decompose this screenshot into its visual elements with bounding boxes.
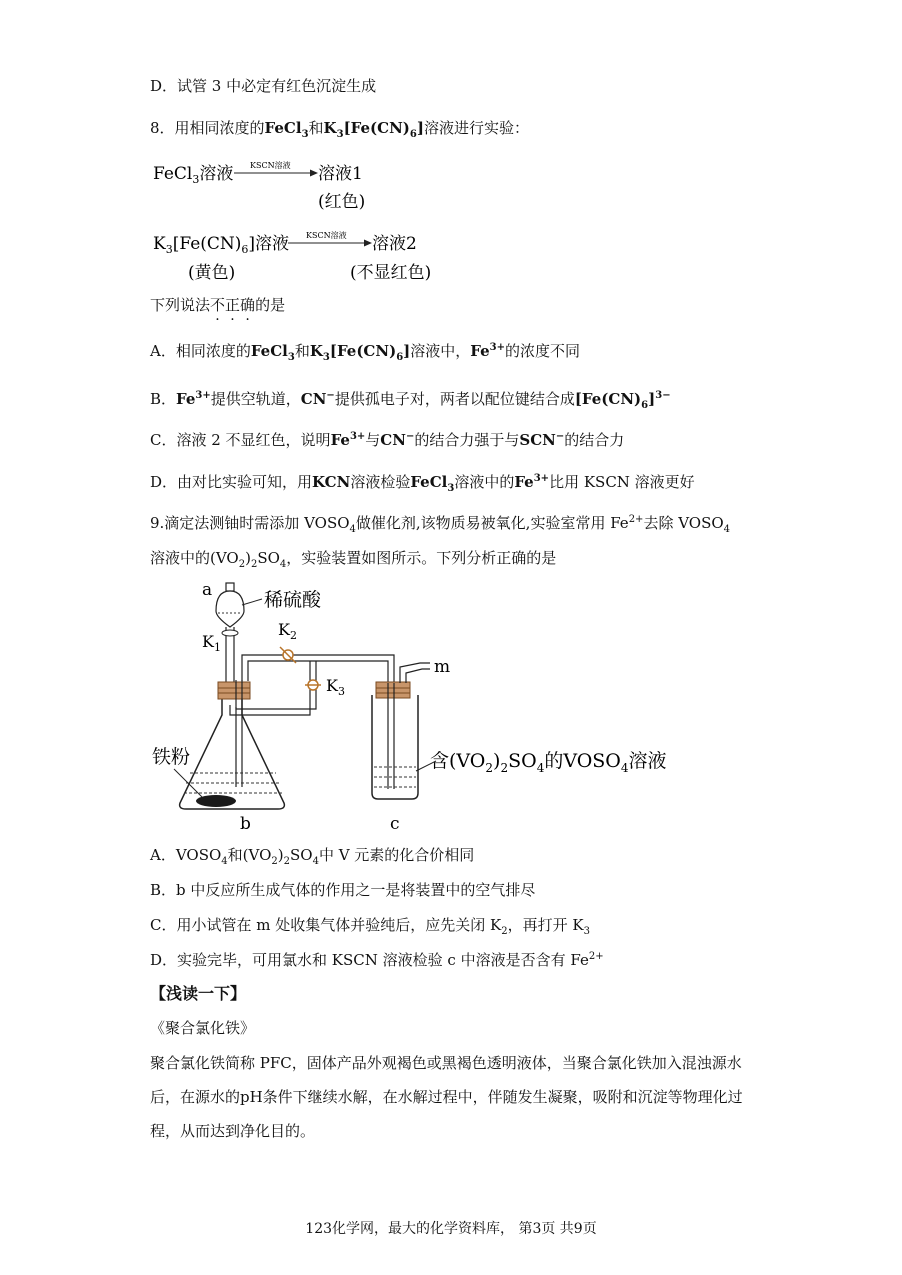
scheme-r2-note-right: (不显红色)	[350, 263, 432, 283]
q8-stem: 8．用相同浓度的FeCl$_3$和$K_3[Fe(CN)_6]$溶液进行实验：	[150, 119, 529, 140]
q9-option-a: A．$VOSO_4$和$(VO_2)_2SO_4$中 V 元素的化合价相同	[150, 846, 475, 867]
label-k3: $K_3$	[326, 676, 345, 698]
label-b: b	[240, 814, 251, 834]
q8-ask: 下列说法不正确的是	[150, 296, 286, 314]
label-k2: $K_2$	[278, 620, 297, 642]
q8-option-c: C．溶液 2 不显红色，说明$Fe^{3+}$与CN−的结合力强于与SCN−的结合力	[150, 431, 625, 449]
q9-stem-line2: 溶液中的$(VO_2)_2SO_4$，实验装置如图所示。下列分析正确的是	[150, 549, 557, 570]
reading-paragraph: 聚合氯化铁简称 PFC，固体产品外观褐色或黑褐色透明液体，当聚合氯化铁加入混浊源水后，在源水的pH条件下继续水解，在水解过程中，伴随发生凝聚，吸附和沉淀等物理化过程，从而达到净化目的。	[150, 1054, 743, 1140]
q8-reaction-scheme	[150, 155, 470, 290]
q8-option-b: B．$Fe^{3+}$提供空轨道，CN−提供孤电子对，两者以配位键结合成$[Fe(CN)_6]^{3-}$	[150, 390, 671, 411]
scheme-r2-note-left: (黄色)	[188, 263, 236, 283]
scheme-r1-reagent: FeCl$_3$溶液	[153, 164, 234, 186]
label-iron: 铁粉	[152, 746, 191, 768]
scheme-row-1	[153, 160, 365, 212]
q8-stem-prefix: 8．用相同浓度的	[150, 119, 265, 137]
scheme-row-2	[153, 230, 431, 283]
connecting-tubes	[230, 647, 394, 715]
q7-option-d: D．试管 3 中必定有红色沉淀生成	[150, 77, 377, 95]
label-a: a	[202, 580, 213, 600]
scheme-r2-product: 溶液2	[372, 234, 417, 254]
label-solution: 含$(VO_2)_2SO_4$的$VOSO_4$溶液	[430, 750, 667, 775]
k3fecn6-formula: $K_3[Fe(CN)_6]$	[323, 119, 424, 140]
label-acid: 稀硫酸	[264, 589, 322, 611]
page-footer: 123化学网，最大的化学资料库， 第3页 共9页	[305, 1221, 597, 1237]
label-k1: $K_1$	[202, 632, 221, 654]
reading-heading: 【浅读一下】	[150, 984, 247, 1003]
q9-apparatus-diagram	[150, 575, 670, 837]
q9-option-c: C．用小试管在 m 处收集气体并验纯后，应先关闭 $K_2$，再打开 $K_3$	[150, 916, 590, 937]
q9-option-b: B．b 中反应所生成气体的作用之一是将装置中的空气排尽	[150, 881, 536, 899]
fecl3-formula: FeCl$_3$	[264, 119, 309, 140]
scheme-r2-reagent: $K_3[Fe(CN)_6]$溶液	[153, 234, 290, 256]
label-c: c	[390, 814, 400, 834]
q8-option-a: A．相同浓度的FeCl$_3$和$K_3[Fe(CN)_6]$溶液中，$Fe^{3+}$的浓度不同	[150, 342, 581, 363]
bottle-c	[372, 663, 436, 799]
scheme-r1-arrow-label: KSCN溶液	[250, 161, 291, 170]
scheme-r1-note: (红色)	[318, 192, 366, 212]
reading-title: 《聚合氯化铁》	[150, 1019, 256, 1037]
separatory-funnel	[216, 583, 262, 685]
q9-option-d: D．实验完毕，可用氯水和 KSCN 溶液检验 c 中溶液是否含有 $Fe^{2+}$	[150, 951, 604, 969]
q8-option-d: D．由对比实验可知，用KCN溶液检验FeCl$_3$溶液中的$Fe^{3+}$比用 KSCN 溶液更好	[150, 473, 695, 494]
scheme-r2-arrow-label: KSCN溶液	[306, 231, 347, 240]
q9-stem-line1: 9.滴定法测铀时需添加 $VOSO_4$做催化剂,该物质易被氧化,实验室常用 $Fe^{2+}$去除 $VOSO_4$	[150, 514, 731, 535]
scheme-r1-product: 溶液1	[318, 164, 363, 184]
label-m: m	[434, 657, 451, 677]
